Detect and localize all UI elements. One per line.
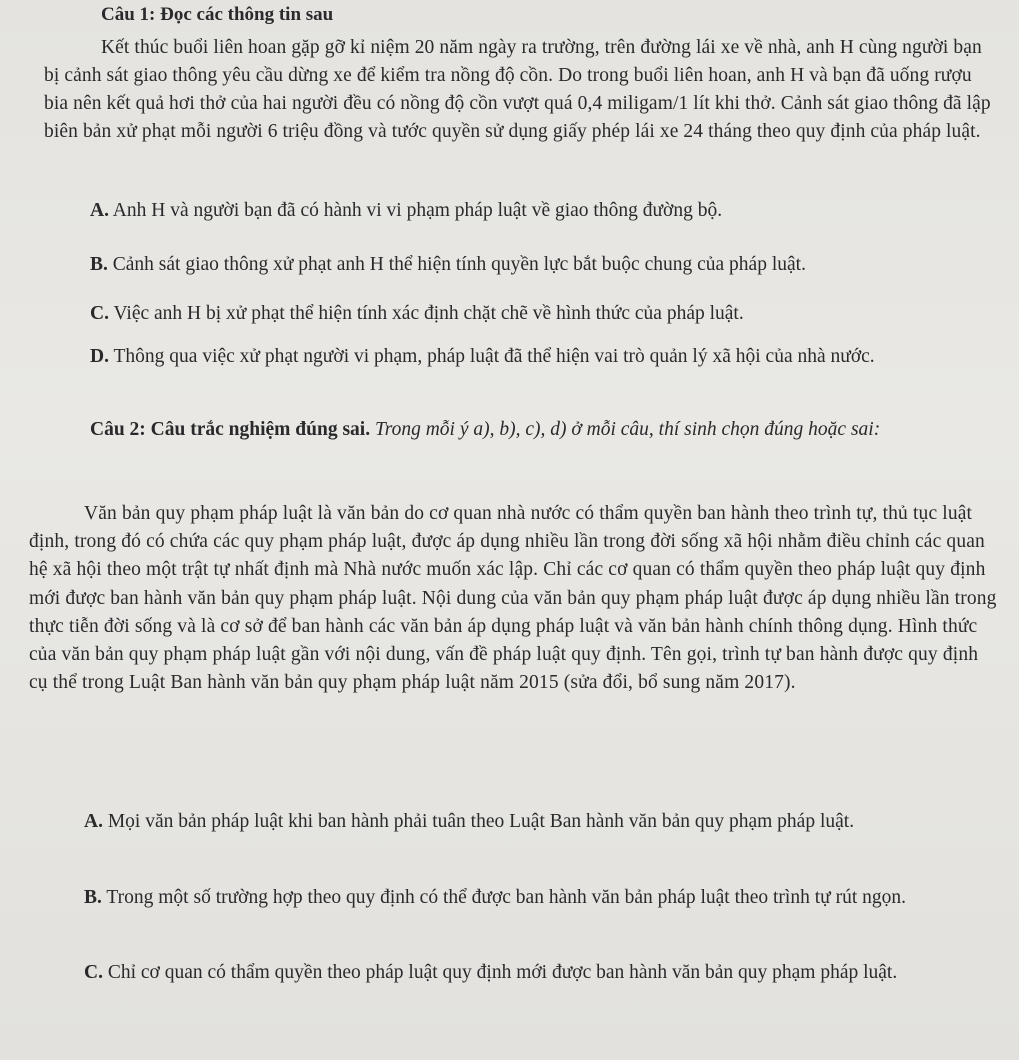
option-letter: C. — [84, 962, 103, 983]
option-text: Thông qua việc xử phạt người vi phạm, pháp luật đã thể hiện vai trò quản lý xã hội của nhà nước. — [113, 346, 875, 367]
option-letter: A. — [90, 200, 109, 221]
question-1-passage: Kết thúc buổi liên hoan gặp gỡ kỉ niệm 20 năm ngày ra trường, trên đường lái xe về nhà, anh H cùng người bạn bị cảnh sát giao thông yêu cầu dừng xe để kiểm tra nồng độ cồn. Do trong buổi liên hoan, anh H và bạn đã uống rượu bia nên kết quả hơi thở của hai người đều có nồng độ cồn vượt quá 0,4 miligam/1 lít khi thở. Cảnh sát giao thông đã lập biên bản xử phạt mỗi người 6 triệu đồng và tước quyền sử dụng giấy phép lái xe 24 tháng theo quy định của pháp luật. — [44, 37, 991, 142]
question-1-option-c — [90, 301, 1010, 327]
question-1-option-d — [43, 344, 993, 370]
question-2-title-bold: Câu 2: Câu trắc nghiệm đúng sai. — [90, 419, 371, 440]
option-letter: D. — [90, 346, 109, 367]
option-letter: B. — [90, 254, 108, 275]
question-2-option-a — [29, 808, 979, 836]
option-text: Chỉ cơ quan có thẩm quyền theo pháp luật quy định mới được ban hành văn bản quy phạm pháp luật. — [107, 962, 898, 983]
question-1-option-b — [90, 252, 1010, 278]
option-letter: A. — [84, 811, 103, 832]
question-2-passage: Văn bản quy phạm pháp luật là văn bản do cơ quan nhà nước có thẩm quyền ban hành theo trình tự, thủ tục luật định, trong đó có chứa các quy phạm pháp luật, được áp dụng nhiều lần trong đời sống xã hội nhằm điều chỉnh các quan hệ xã hội theo một trật tự nhất định mà Nhà nước muốn xác lập. Chỉ các cơ quan có thẩm quyền theo pháp luật quy định mới được ban hành văn bản quy phạm pháp luật. Nội dung của văn bản quy phạm pháp luật được áp dụng nhiều lần trong thực tiễn đời sống và là cơ sở để ban hành các văn bản áp dụng pháp luật và văn bản hành chính thông dụng. Hình thức của văn bản quy phạm pháp luật gần với nội dung, vấn đề pháp luật quy định. Tên gọi, trình tự ban hành được quy định cụ thể trong Luật Ban hành văn bản quy phạm pháp luật năm 2015 (sửa đổi, bổ sung năm 2017). — [29, 503, 997, 694]
option-letter: C. — [90, 303, 109, 324]
option-letter: B. — [84, 887, 102, 908]
option-text: Việc anh H bị xử phạt thể hiện tính xác định chặt chẽ về hình thức của pháp luật. — [113, 303, 744, 324]
question-2-option-c — [21, 958, 986, 988]
option-text: Cảnh sát giao thông xử phạt anh H thể hiện tính quyền lực bắt buộc chung của pháp luật. — [112, 254, 806, 275]
option-text: Anh H và người bạn đã có hành vi vi phạm pháp luật về giao thông đường bộ. — [112, 200, 723, 221]
question-2-title — [43, 416, 993, 444]
question-1-title: Câu 1: Đọc các thông tin sau — [101, 4, 334, 25]
option-text: Mọi văn bản pháp luật khi ban hành phải tuân theo Luật Ban hành văn bản quy phạm pháp luật. — [107, 811, 855, 832]
question-2-option-b — [23, 884, 983, 912]
question-1-option-a — [90, 198, 990, 224]
question-2-instruction: Trong mỗi ý a), b), c), d) ở mỗi câu, thí sinh chọn đúng hoặc sai: — [374, 419, 881, 440]
option-text: Trong một số trường hợp theo quy định có thể được ban hành văn bản pháp luật theo trình tự rút ngọn. — [106, 887, 906, 908]
